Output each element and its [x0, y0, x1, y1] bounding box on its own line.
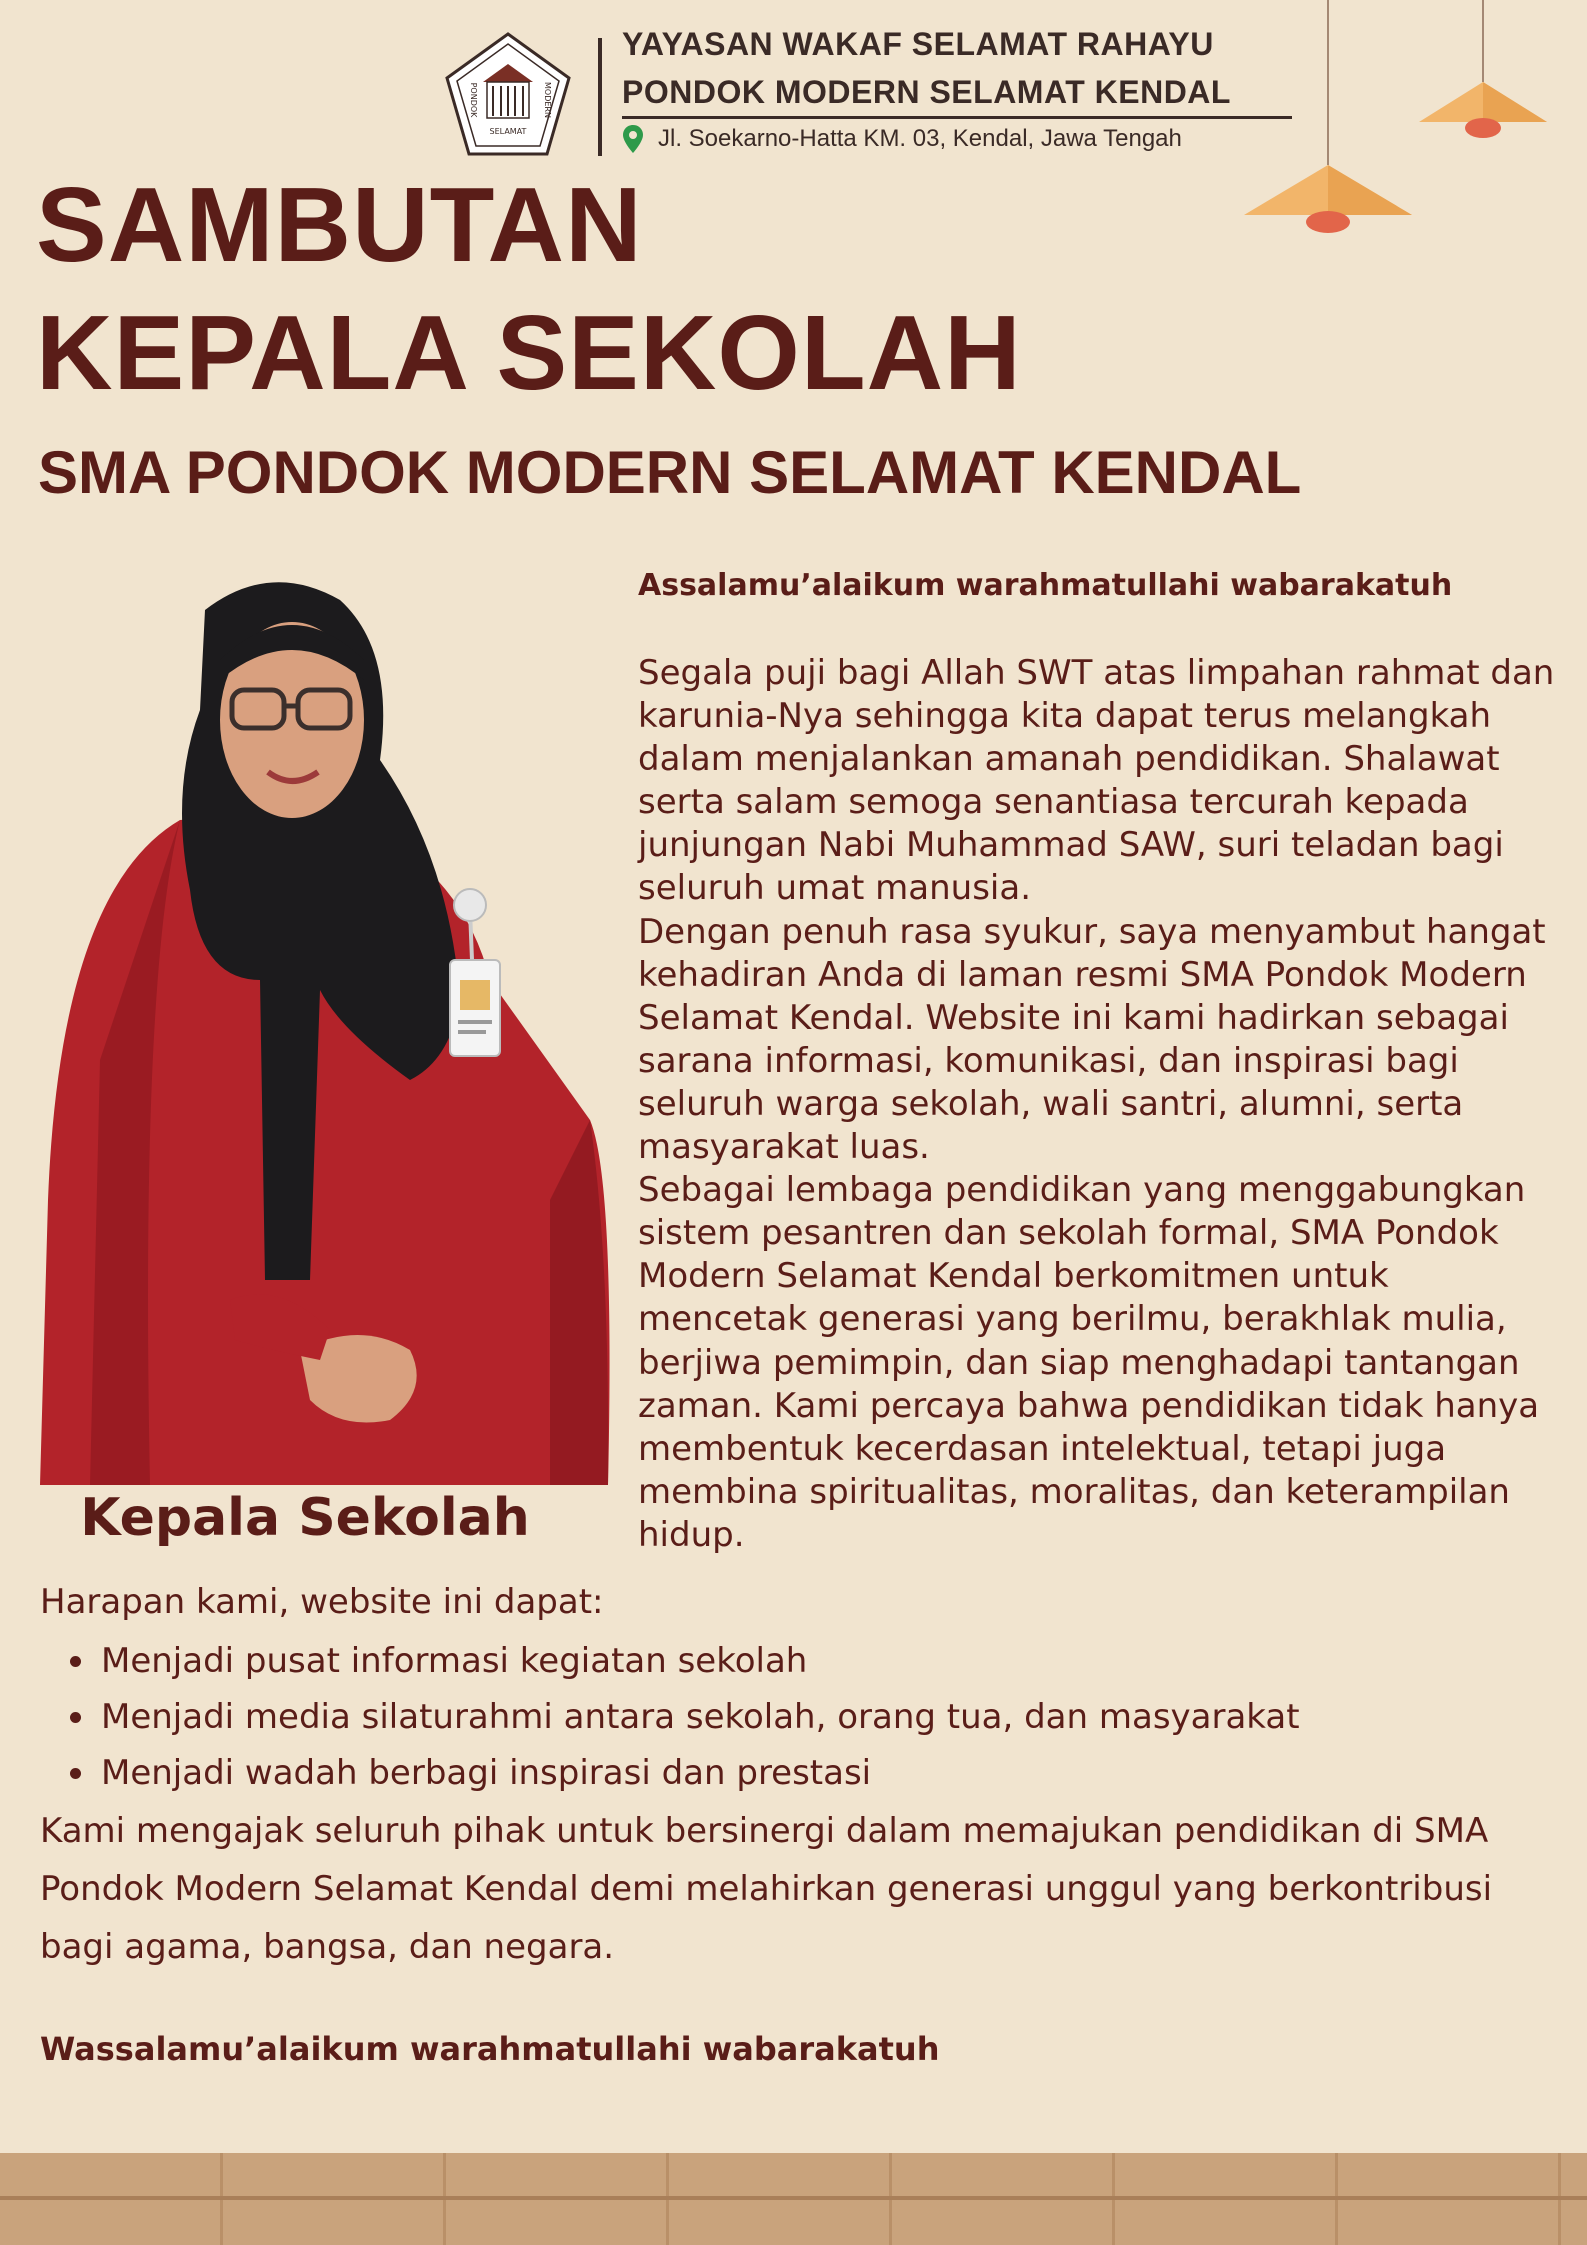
headmaster-photo [30, 560, 615, 1485]
list-item: Menjadi pusat informasi kegiatan sekolah [70, 1633, 1300, 1689]
page-title-line1: SAMBUTAN [36, 166, 643, 284]
hope-list [70, 1633, 1300, 1801]
school-logo [443, 30, 573, 160]
closing-paragraph: Kami mengajak seluruh pihak untuk bersinergi dalam memajukan pendidikan di SMA Pondok Modern Selamat Kendal demi melahirkan generasi unggul yang berkontribusi bagi agama, bangsa, dan negara. [40, 1811, 1493, 1967]
hope-intro: Harapan kami, website ini dapat: [40, 1582, 604, 1622]
list-item: Menjadi wadah berbagi inspirasi dan prestasi [70, 1745, 1300, 1801]
org-underline [622, 116, 1292, 119]
logo-text-bottom: SELAMAT [489, 127, 527, 136]
paragraph-praise: Segala puji bagi Allah SWT atas limpahan rahmat dan karunia-Nya sehingga kita dapat terus melangkah dalam menjalankan amanah pendidikan. Shalawat serta salam semoga senantiasa tercurah kepada junjungan Nabi Muhammad SAW, suri teladan bagi seluruh umat manusia. [638, 653, 1555, 909]
floor-stripe [0, 2196, 1587, 2200]
hanging-lamp-icon [1415, 0, 1555, 145]
bullet-icon [70, 1712, 81, 1723]
farewell: Wassalamu’alaikum warahmatullahi wabarakatuh [40, 2030, 940, 2068]
list-item: Menjadi media silaturahmi antara sekolah, orang tua, dan masyarakat [70, 1689, 1300, 1745]
paragraph-welcome: Dengan penuh rasa syukur, saya menyambut hangat kehadiran Anda di laman resmi SMA Pondok Modern Selamat Kendal. Website ini kami hadirkan sebagai sarana informasi, komunikasi, dan inspirasi bagi seluruh warga sekolah, wali santri, alumni, serta masyarakat luas. [638, 911, 1546, 1168]
photo-caption: Kepala Sekolah [80, 1488, 530, 1548]
bullet-icon [70, 1768, 81, 1779]
logo-text-right: MODERN [543, 82, 552, 118]
page-subtitle: SMA PONDOK MODERN SELAMAT KENDAL [38, 439, 1302, 506]
paragraph-commitment: Sebagai lembaga pendidikan yang menggabungkan sistem pesantren dan sekolah formal, SMA Pondok Modern Selamat Kendal berkomitmen untuk mencetak generasi yang berilmu, berakhlak mulia, berjiwa pemimpin, dan siap menghadapi tantangan zaman. Kami percaya bahwa pendidikan tidak hanya membentuk kecerdasan intelektual, tetapi juga membina spiritualitas, moralitas, dan keterampilan hidup. [638, 1170, 1540, 1555]
hanging-lamp-icon [1240, 0, 1415, 235]
location-pin-icon [622, 124, 644, 154]
page-title-line2: KEPALA SEKOLAH [36, 294, 1022, 412]
address-text: Jl. Soekarno-Hatta KM. 03, Kendal, Jawa Tengah [658, 125, 1182, 152]
header-divider [598, 38, 602, 156]
org-name-foundation: YAYASAN WAKAF SELAMAT RAHAYU [622, 26, 1214, 62]
address [622, 124, 1182, 154]
greeting: Assalamu’alaikum warahmatullahi wabarakatuh [638, 568, 1453, 603]
logo-text-left: PONDOK [469, 82, 478, 118]
welcome-body [638, 652, 1568, 1557]
org-name-pondok: PONDOK MODERN SELAMAT KENDAL [622, 74, 1231, 110]
bullet-icon [70, 1656, 81, 1667]
